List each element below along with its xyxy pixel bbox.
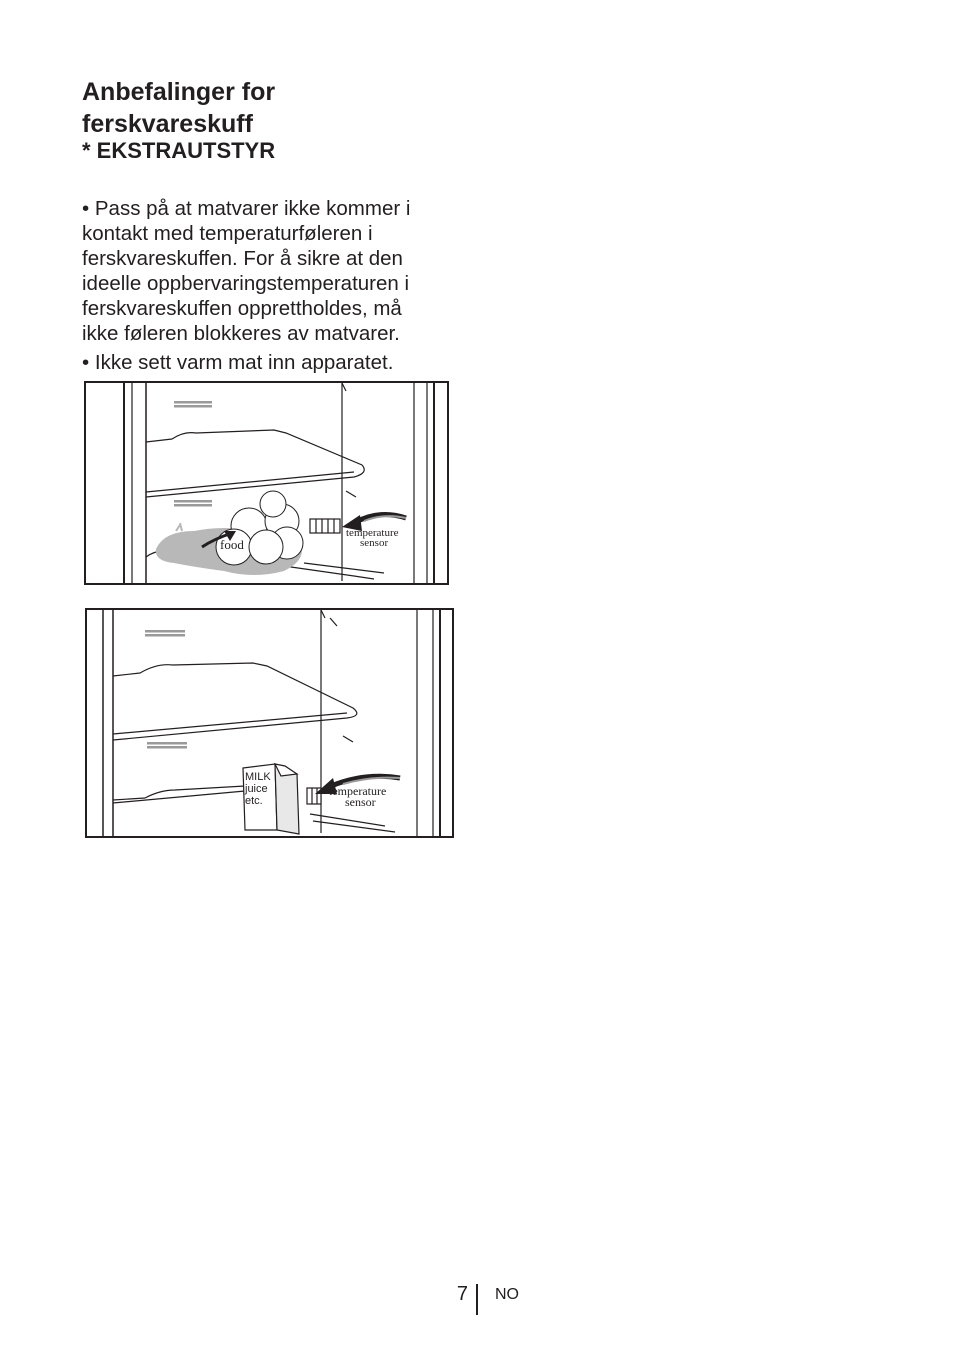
language-code: NO — [495, 1286, 519, 1303]
page-title: Anbefalinger for ferskvareskuff — [82, 78, 276, 138]
page-number: 7 — [456, 1283, 468, 1305]
carton-label-line1: MILK — [245, 771, 271, 783]
carton-label-line2: juice — [245, 783, 268, 795]
carton-label-line3: etc. — [245, 795, 263, 807]
food-label: food — [220, 537, 244, 552]
temperature-sensor-icon — [307, 788, 321, 804]
sensor-label-line1: temperature — [329, 784, 387, 798]
food-icon — [216, 491, 303, 565]
page-subtitle: * EKSTRAUTSTYR — [82, 138, 276, 163]
bullet-paragraph-2: • Ikke sett varm mat inn apparatet. — [82, 351, 394, 374]
arrow-icon — [354, 514, 406, 523]
figure-food-blocking-sensor — [84, 381, 450, 586]
temperature-sensor-icon — [310, 519, 340, 533]
figure-carton-blocking-sensor — [85, 608, 455, 839]
bullet-paragraph-1: • Pass på at matvarer ikke kommer i kontakt med temperaturføleren i ferskvareskuffen. For å sikre at den ideelle oppbervaringstemperaturen i ferskvareskuffen opprettholdes, må ikke føleren blokkeres av matvarer. — [82, 197, 411, 345]
body-text — [82, 196, 442, 375]
sensor-label-line2: sensor — [345, 795, 376, 809]
sensor-label-line1: temperature — [346, 527, 399, 539]
sensor-label-line2: sensor — [360, 537, 389, 549]
footer-divider — [476, 1284, 478, 1315]
